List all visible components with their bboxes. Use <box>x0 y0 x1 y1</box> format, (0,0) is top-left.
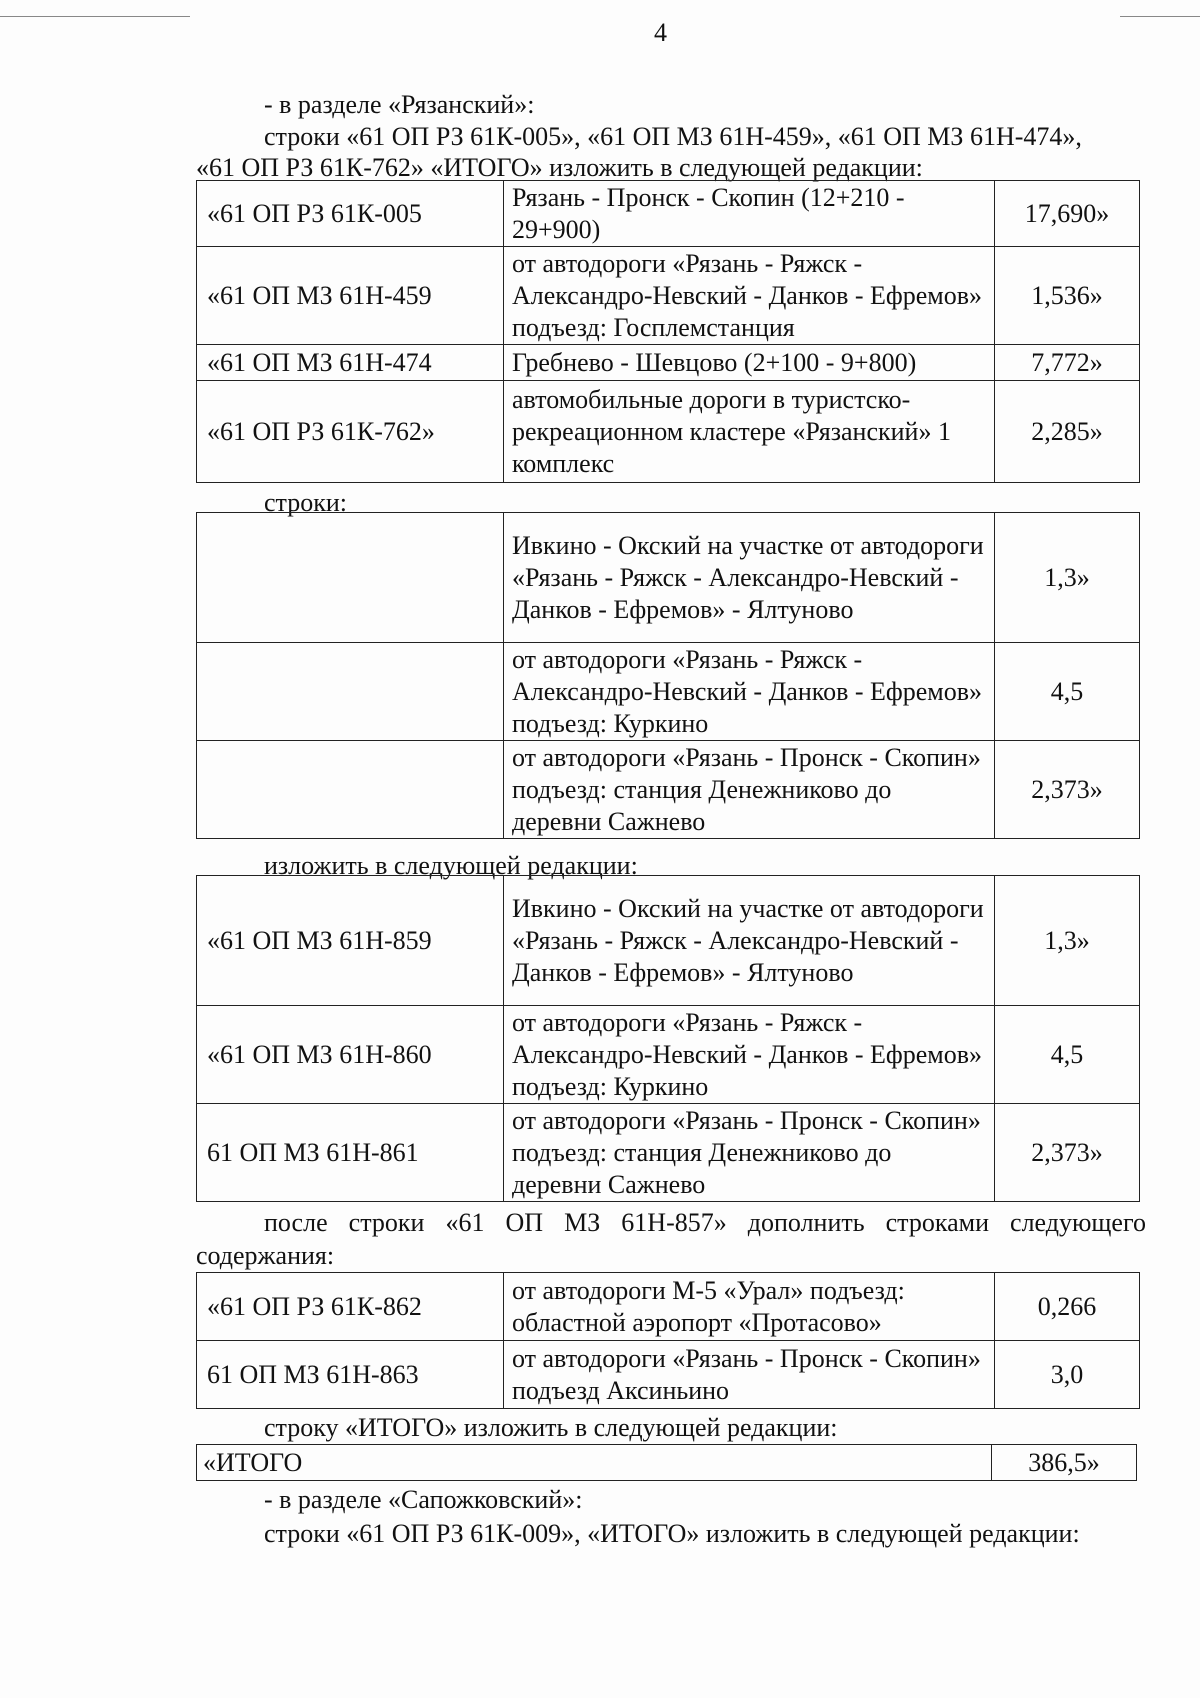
table-row <box>197 181 1140 247</box>
roads-table-3 <box>196 875 1140 1202</box>
paragraph: строки «61 ОП РЗ 61К-009», «ИТОГО» изложить в следующей редакции: <box>264 1519 1080 1548</box>
road-code: «61 ОП РЗ 61К-862 <box>197 1273 504 1341</box>
paragraph: после строки «61 ОП МЗ 61Н-857» дополнить строками следующего <box>264 1208 1146 1237</box>
table-row <box>197 513 1140 643</box>
total-label: «ИТОГО <box>197 1445 992 1481</box>
table-row <box>197 381 1140 483</box>
road-length: 1,536» <box>995 247 1140 345</box>
road-length: 7,772» <box>995 345 1140 381</box>
road-name: от автодороги М-5 «Урал» подъезд: областной аэропорт «Протасово» <box>504 1273 995 1341</box>
road-code: 61 ОП МЗ 61Н-863 <box>197 1341 504 1409</box>
table-row <box>197 345 1140 381</box>
table-row <box>197 1341 1140 1409</box>
road-length: 4,5 <box>995 1006 1140 1104</box>
road-name: от автодороги «Рязань - Ряжск - Александро-Невский - Данков - Ефремов» подъезд: Госплемстанция <box>504 247 995 345</box>
table-row <box>197 643 1140 741</box>
paragraph: строку «ИТОГО» изложить в следующей редакции: <box>264 1413 838 1442</box>
scan-noise <box>0 16 190 17</box>
road-code: «61 ОП РЗ 61К-005 <box>197 181 504 247</box>
road-length: 2,373» <box>995 1104 1140 1202</box>
paragraph: содержания: <box>196 1241 335 1270</box>
road-code: «61 ОП МЗ 61Н-859 <box>197 876 504 1006</box>
roads-table-1 <box>196 180 1140 483</box>
road-name: Гребнево - Шевцово (2+100 - 9+800) <box>504 345 995 381</box>
total-value: 386,5» <box>992 1445 1137 1481</box>
roads-table-4 <box>196 1272 1140 1409</box>
road-name: от автодороги «Рязань - Пронск - Скопин» подъезд: станция Денежниково до деревни Сажнево <box>504 1104 995 1202</box>
scan-noise <box>1120 16 1200 17</box>
road-code: «61 ОП МЗ 61Н-459 <box>197 247 504 345</box>
road-code <box>197 513 504 643</box>
road-code <box>197 643 504 741</box>
table-row <box>197 247 1140 345</box>
table-row <box>197 876 1140 1006</box>
table-row <box>197 1006 1140 1104</box>
paragraph: строки «61 ОП РЗ 61К-005», «61 ОП МЗ 61Н-459», «61 ОП МЗ 61Н-474», <box>264 122 1082 151</box>
paragraph: «61 ОП РЗ 61К-762» «ИТОГО» изложить в следующей редакции: <box>196 153 923 182</box>
road-length: 2,285» <box>995 381 1140 483</box>
road-code <box>197 741 504 839</box>
road-code: «61 ОП РЗ 61К-762» <box>197 381 504 483</box>
table-row <box>197 1445 1137 1481</box>
road-name: Ивкино - Окский на участке от автодороги «Рязань - Ряжск - Александро-Невский - Данков - Ефремов» - Ялтуново <box>504 513 995 643</box>
road-length: 17,690» <box>995 181 1140 247</box>
road-length: 2,373» <box>995 741 1140 839</box>
road-name: от автодороги «Рязань - Пронск - Скопин» подъезд Аксиньино <box>504 1341 995 1409</box>
road-name: от автодороги «Рязань - Ряжск - Александро-Невский - Данков - Ефремов» подъезд: Куркино <box>504 643 995 741</box>
road-length: 1,3» <box>995 513 1140 643</box>
road-name: Рязань - Пронск - Скопин (12+210 - 29+900) <box>504 181 995 247</box>
section-heading: - в разделе «Сапожковский»: <box>264 1485 583 1514</box>
table-row <box>197 1273 1140 1341</box>
road-name: Ивкино - Окский на участке от автодороги «Рязань - Ряжск - Александро-Невский - Данков - Ефремов» - Ялтуново <box>504 876 995 1006</box>
road-name: от автодороги «Рязань - Пронск - Скопин» подъезд: станция Денежниково до деревни Сажнево <box>504 741 995 839</box>
road-length: 0,266 <box>995 1273 1140 1341</box>
roads-table-2 <box>196 512 1140 839</box>
paragraph: строки: <box>264 488 347 517</box>
page-number: 4 <box>654 18 667 47</box>
road-code: 61 ОП МЗ 61Н-861 <box>197 1104 504 1202</box>
section-heading: - в разделе «Рязанский»: <box>264 90 535 119</box>
paragraph: изложить в следующей редакции: <box>264 851 638 880</box>
road-length: 1,3» <box>995 876 1140 1006</box>
table-row <box>197 1104 1140 1202</box>
road-code: «61 ОП МЗ 61Н-474 <box>197 345 504 381</box>
road-name: от автодороги «Рязань - Ряжск - Александро-Невский - Данков - Ефремов» подъезд: Куркино <box>504 1006 995 1104</box>
road-code: «61 ОП МЗ 61Н-860 <box>197 1006 504 1104</box>
road-name: автомобильные дороги в туристско-рекреационном кластере «Рязанский» 1 комплекс <box>504 381 995 483</box>
total-table <box>196 1444 1137 1481</box>
road-length: 4,5 <box>995 643 1140 741</box>
table-row <box>197 741 1140 839</box>
road-length: 3,0 <box>995 1341 1140 1409</box>
